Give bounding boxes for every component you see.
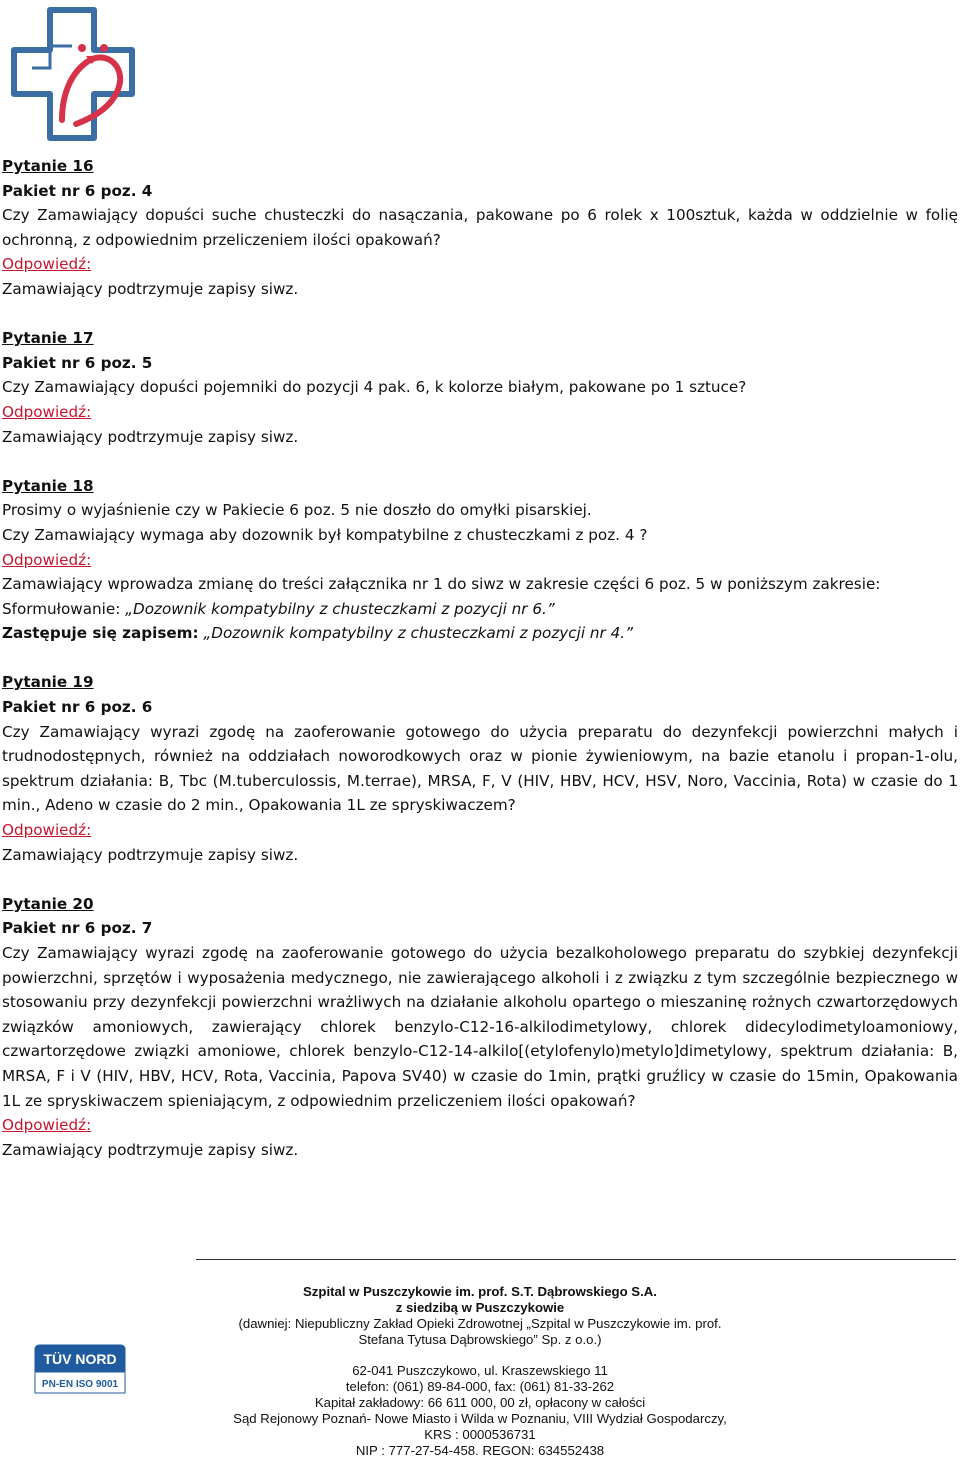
- answer-text: Zamawiający podtrzymuje zapisy siwz.: [2, 1140, 299, 1159]
- footer: [190, 1284, 770, 1459]
- badge-bottom-text: PN-EN ISO 9001: [41, 1379, 119, 1390]
- zastepuje-label: Zastępuje się zapisem:: [2, 624, 199, 643]
- zastepuje-line: [2, 621, 958, 646]
- footer-krs: KRS : 0000536731: [424, 1427, 536, 1442]
- hospital-logo: [10, 6, 136, 142]
- question-text: Czy Zamawiający dopuści suche chusteczki do nasączania, pakowane po 6 rolek x 100sztuk, każda w oddzielnie w folię ochronną, z odpowiednim przeliczeniem ilości opakowań?: [2, 206, 958, 249]
- footer-former-name: (dawniej: Niepubliczny Zakład Opieki Zdrowotnej „Szpital w Puszczykowie im. prof.: [238, 1316, 722, 1331]
- pakiet-label: Pakiet nr 6 poz. 4: [2, 181, 153, 200]
- sformulowanie-line: [2, 597, 958, 622]
- pakiet-label: Pakiet nr 6 poz. 7: [2, 919, 153, 938]
- footer-address: 62-041 Puszczykowo, ul. Kraszewskiego 11: [352, 1363, 608, 1378]
- question-17: [2, 326, 958, 449]
- question-text: Czy Zamawiający wyrazi zgodę na zaoferowanie gotowego do użycia preparatu do dezynfekcji powierzchni małych i trudnodostępnych, również na oddziałach noworodkowych oraz w pionie żywieniowym, na bazie etanolu i propan-1-olu, spektrum działania: B, Tbc (M.tuberculossis, M.terrae), MRSA, F, V (HIV, HBV, HCV, HSV, Noro, Vaccinia, Rota) w czasie do 1 min., Adeno w czasie do 2 min., Opakowania 1L ze spryskiwaczem?: [2, 722, 958, 815]
- footer-former-name-cont: Stefana Tytusa Dąbrowskiego” Sp. z o.o.): [358, 1332, 602, 1347]
- answer-label: Odpowiedź:: [2, 550, 92, 569]
- pakiet-label: Pakiet nr 6 poz. 6: [2, 698, 153, 717]
- footer-seat: z siedzibą w Puszczykowie: [395, 1300, 565, 1315]
- tuv-nord-badge: [34, 1344, 126, 1394]
- question-16: [2, 154, 958, 302]
- answer-label: Odpowiedź:: [2, 821, 92, 840]
- footer-nip-regon: NIP : 777-27-54-458. REGON: 634552438: [355, 1443, 605, 1458]
- question-19: [2, 670, 958, 867]
- question-text: Czy Zamawiający dopuści pojemniki do pozycji 4 pak. 6, k kolorze białym, pakowane po 1 sztuce?: [2, 378, 747, 397]
- question-text: Czy Zamawiający wyrazi zgodę na zaoferowanie gotowego do użycia bezalkoholowego preparatu do szybkiej dezynfekcji powierzchni, sprzętów i wyposażenia medycznego, nie zawierającego alkoholi i z związku z tym szczególnie bezpiecznego w stosowaniu przy dezynfekcji powierzchni wrażliwych na działanie alkoholu opartego o mieszaninę rożnych czwartorzędowych związków amoniowych, zawierający chlorek benzylo-C12-16-alkilodimetylowy, chlorek didecylodimetyloamoniowy, czwartorzędowe związki amoniowe, chlorek benzylo-C12-14-alkilo[(etylofenylo)metylo]dimetylowy, spektrum działania: B, MRSA, F i V (HIV, HBV, HCV, Rota, Vaccinia, Papova SV40) w czasie do 1min, prątki gruźlicy w czasie do 15min, Opakowania 1L ze spryskiwaczem spieniającym, z odpowiednim przeliczeniem ilości opakowań?: [2, 944, 958, 1110]
- answer-label: Odpowiedź:: [2, 402, 92, 421]
- question-title: Pytanie 19: [2, 673, 94, 692]
- question-title: Pytanie 18: [2, 476, 94, 495]
- footer-divider: [196, 1259, 956, 1260]
- sformulowanie-text: „Dozownik kompatybilny z chusteczkami z pozycji nr 6.”: [125, 599, 555, 618]
- question-title: Pytanie 20: [2, 894, 94, 913]
- question-text: Czy Zamawiający wymaga aby dozownik był kompatybilne z chusteczkami z poz. 4 ?: [2, 525, 648, 544]
- question-20: [2, 892, 958, 1163]
- zastepuje-text: „Dozownik kompatybilny z chusteczkami z pozycji nr 4.”: [203, 624, 633, 643]
- answer-label: Odpowiedź:: [2, 255, 92, 274]
- answer-text: Zamawiający podtrzymuje zapisy siwz.: [2, 279, 299, 298]
- badge-top-text: TÜV NORD: [43, 1351, 117, 1367]
- answer-text: Zamawiający podtrzymuje zapisy siwz.: [2, 845, 299, 864]
- document-body: [2, 154, 958, 1187]
- question-text: Prosimy o wyjaśnienie czy w Pakiecie 6 poz. 5 nie doszło do omyłki pisarskiej.: [2, 501, 592, 520]
- footer-company: Szpital w Puszczykowie im. prof. S.T. Dąbrowskiego S.A.: [303, 1284, 657, 1299]
- footer-court: Sąd Rejonowy Poznań- Nowe Miasto i Wilda w Poznaniu, VIII Wydział Gospodarczy,: [233, 1411, 727, 1426]
- question-title: Pytanie 16: [2, 157, 94, 175]
- pakiet-label: Pakiet nr 6 poz. 5: [2, 353, 153, 372]
- footer-phone: telefon: (061) 89-84-000, fax: (061) 81-33-262: [345, 1379, 615, 1394]
- question-title: Pytanie 17: [2, 329, 94, 348]
- answer-text: Zamawiający podtrzymuje zapisy siwz.: [2, 427, 299, 446]
- footer-capital: Kapitał zakładowy: 66 611 000, 00 zł, opłacony w całości: [314, 1395, 646, 1410]
- sformulowanie-label: Sformułowanie:: [2, 599, 121, 618]
- answer-label: Odpowiedź:: [2, 1116, 92, 1135]
- answer-text: Zamawiający wprowadza zmianę do treści załącznika nr 1 do siwz w zakresie części 6 poz. 5 w poniższym zakresie:: [2, 575, 881, 594]
- question-18: [2, 474, 958, 646]
